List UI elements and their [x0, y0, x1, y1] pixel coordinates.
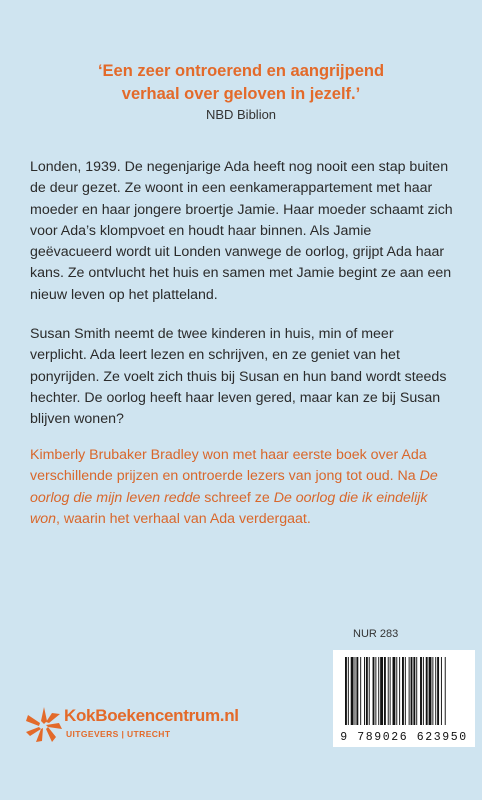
barcode-bar	[375, 657, 376, 725]
barcode-bar	[390, 657, 391, 725]
barcode-bar	[413, 657, 415, 725]
barcode-bar	[435, 657, 436, 725]
barcode-bar	[366, 657, 368, 725]
barcode-bar	[384, 657, 386, 725]
quote-source: NBD Biblion	[205, 107, 277, 122]
blurb-paragraph-1: Londen, 1939. De negenjarige Ada heeft nog nooit een stap buiten de deur gezet. Ze woont in een eenkamerappartement met haar moeder en haar jongere broertje Jamie. Haar moeder schaamt zich voor Ada’s klompvoet en houdt haar binnen. Als Jamie geëvacueerd wordt uit Londen vanwege de oorlog, grijpt Ada haar kans. Ze ontvlucht het huis en samen met Jamie begint ze aan een nieuw leven op het platteland.	[30, 159, 453, 303]
barcode-bar	[348, 657, 349, 725]
barcode-bar	[423, 657, 424, 725]
barcode-bar	[393, 657, 396, 725]
barcode-bar	[369, 657, 370, 725]
barcode-bar	[420, 657, 422, 725]
starburst-logo-icon	[24, 705, 64, 745]
publisher-name: KokBoekencentrum.nl	[64, 706, 239, 725]
author-text-a: Kimberly Brubaker Bradley won met haar eerste boek over Ada verschillende prijzen en ontroerde lezers van jong tot oud. Na	[30, 447, 427, 485]
barcode-bar	[356, 657, 358, 725]
barcode-bars	[345, 657, 463, 725]
author-paragraph	[30, 445, 454, 530]
publisher-logo	[24, 703, 244, 747]
barcode-bar	[373, 657, 375, 725]
barcode-bar	[409, 657, 410, 725]
barcode-bar	[396, 657, 397, 725]
author-text-c: , waarin het verhaal van Ada verdergaat.	[56, 510, 311, 527]
barcode-bar	[429, 657, 432, 725]
barcode-bar	[426, 657, 428, 725]
barcode-bar	[364, 657, 365, 725]
book-title-2: De oorlog die ik eindelijk won	[30, 489, 428, 527]
review-quote	[60, 60, 422, 106]
nur-code: NUR 283	[353, 628, 399, 640]
barcode-bar	[399, 657, 400, 725]
author-text-b: schreef ze	[200, 489, 274, 506]
barcode-bar	[445, 657, 446, 725]
isbn-number: 9 789026 623950	[340, 731, 468, 744]
barcode-bar	[437, 657, 439, 725]
barcode-bar	[360, 657, 361, 725]
barcode-bar	[402, 657, 404, 725]
quote-line-1: ‘Een zeer ontroerend en aangrijpend	[97, 62, 385, 80]
publisher-subtitle: UITGEVERS | UTRECHT	[66, 729, 171, 739]
barcode-bar	[351, 657, 354, 725]
barcode-bar	[378, 657, 379, 725]
blurb-paragraph-2: Susan Smith neemt de twee kinderen in huis, min of meer verplicht. Ada leert lezen en schrijven, en ze geniet van het ponyrijden. Ze voelt zich thuis bij Susan en hun band wordt steeds hechter. De oorlog heeft haar leven gered, maar kan ze bij Susan blijven wonen?	[30, 326, 447, 428]
barcode-bar	[441, 657, 442, 725]
barcode-bar	[432, 657, 433, 725]
book-title-1: De oorlog die mijn leven redde	[30, 468, 438, 506]
barcode-bar	[380, 657, 383, 725]
barcode-bar	[355, 657, 356, 725]
barcode-bar	[388, 657, 389, 725]
barcode-bar	[405, 657, 406, 725]
barcode-bar	[411, 657, 413, 725]
quote-line-2: verhaal over geloven in jezelf.’	[121, 85, 361, 103]
barcode-bar	[345, 657, 347, 725]
barcode-bar	[416, 657, 417, 725]
barcode	[333, 650, 475, 747]
